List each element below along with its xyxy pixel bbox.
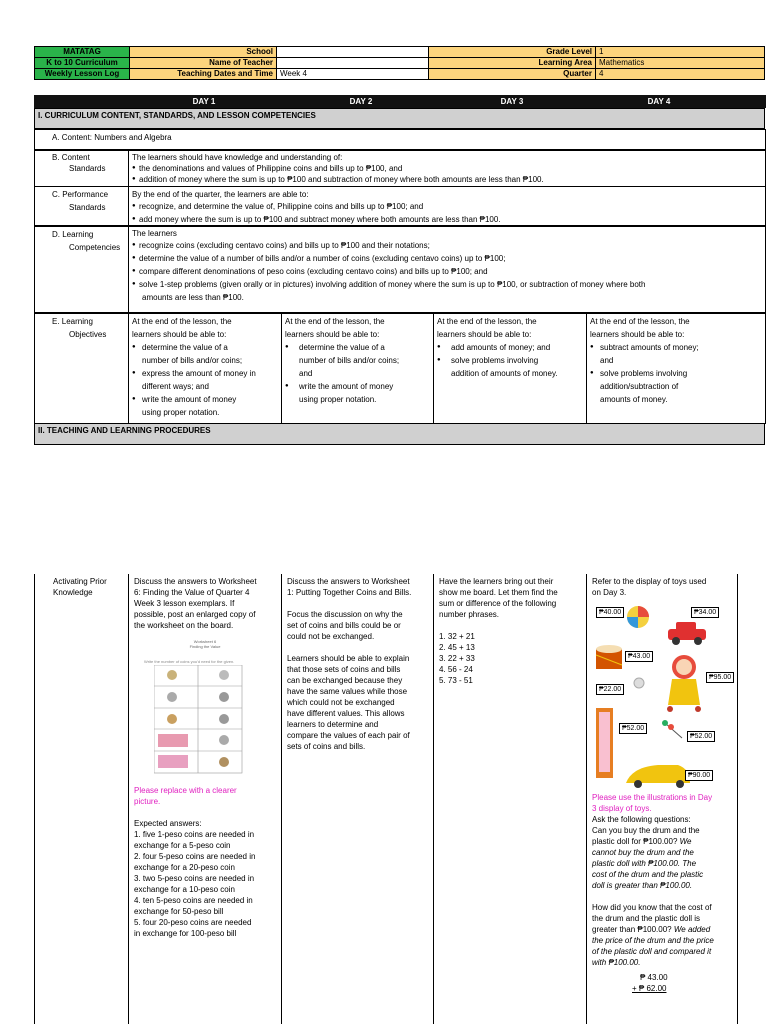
performance-standards-text: By the end of the quarter, the learners are able to: ● recognize, and determine the value of, Philippine coins and bills up to ₱100; and ● add money where the sum is up to ₱100 and subtract money where both amounts are less than ₱100. — [128, 186, 766, 226]
small-toy-icon — [634, 678, 644, 688]
activating-day2: Discuss the answers to Worksheet 1: Putting Together Coins and Bills. Focus the discussion on why the set of coins and bills could be or could not be exchanged. Learners should be able to explain that those sets of coins and bills can be exchanged because they have the same values while those which could not be exchanged have different values. This allows learners to determine and compare the values of each pair of sets of coins and bills. — [281, 574, 434, 1024]
objectives-label: E. Learning Objectives — [34, 313, 129, 424]
quarter-label: Quarter — [429, 69, 596, 80]
day-header-row — [34, 95, 766, 108]
toys-display — [592, 605, 732, 792]
toys-illustration — [592, 605, 734, 792]
competencies-text: The learners ● recognize coins (excluding centavo coins) and bills up to ₱100 and their notations; ● determine the value of a number of bills and/or a number of coins (excluding centavo coins) up to ₱100; ● compare different denominations of peso coins (excluding centavo coins) and bills up to ₱100; and ● solve 1-step problems (given orally or in pictures) involving addition of money where the sum is up to ₱100, or subtraction of money where both amounts are less than ₱100. — [128, 226, 766, 313]
price-tag-ball: ₱40.00 — [596, 607, 624, 618]
drum-icon — [596, 645, 622, 669]
pinwheel-icon — [662, 720, 682, 738]
school-value — [277, 47, 429, 58]
competencies-label: D. Learning Competencies — [34, 226, 129, 313]
day2-header: DAY 2 — [349, 97, 373, 106]
price-tag-doll: ₱95.00 — [706, 672, 734, 683]
performance-standards-label: C. Performance Standards — [34, 186, 129, 226]
day3-header: DAY 3 — [500, 97, 524, 106]
activating-day1: Discuss the answers to Worksheet 6: Finding the Value of Quarter 4 Week 3 lesson exemplars. If possible, post an enlarged copy of the worksheet on the board. Worksheet 6 Finding the Value Write the number of coins you'd need for the given. Please replace with a clearer picture. Expected answers: 1. five 1-peso coins are needed in exchange for a 5-peso coin 2. four 5-peso coins are needed in exchange for a 20-peso coin 3. two 5-peso coins are needed in exchange for a 10-peso coin 4. ten 5-peso coins are needed in exchange for 50-peso bill 5. four 20-peso coins are needed in exchange for 100-peso bill — [128, 574, 281, 1024]
dates-label: Teaching Dates and Time — [130, 69, 277, 80]
header-lesson-log: Weekly Lesson Log — [35, 69, 130, 80]
toy-car-icon — [668, 622, 706, 645]
objectives-day1: At the end of the lesson, the learners should be able to: ● determine the value of a number of bills and/or coins; ● express the amount of money in different ways; and ● write the amount of money using proper notation. — [128, 313, 282, 424]
objectives-day2: At the end of the lesson, the learners should be able to: ● determine the value of a number of bills and/or coins; and ● write the amount of money using proper notation. — [281, 313, 434, 424]
area-label: Learning Area — [429, 58, 596, 69]
objectives-day3: At the end of the lesson, the learners should be able to: ● add amounts of money; and ● solve problems involving addition of amounts of money. — [433, 313, 587, 424]
sports-car-icon — [626, 765, 690, 788]
teacher-value — [277, 58, 429, 69]
area-value: Mathematics — [596, 58, 765, 69]
school-label: School — [130, 47, 277, 58]
section2-title: II. TEACHING AND LEARNING PROCEDURES — [34, 423, 765, 445]
price-tag-drum: ₱43.00 — [625, 651, 653, 662]
activating-label: Activating Prior Knowledge — [34, 574, 128, 1024]
header-curriculum: K to 10 Curriculum — [35, 58, 130, 69]
day4-header: DAY 4 — [647, 97, 671, 106]
day1-header: DAY 1 — [192, 97, 216, 106]
worksheet-thumbnail: Worksheet 6 Finding the Value Write the number of coins you'd need for the given. — [134, 637, 276, 785]
price-tag-pinwheel: ₱52.00 — [687, 731, 715, 742]
price-tag-car: ₱34.00 — [691, 607, 719, 618]
content-standards-text: The learners should have knowledge and understanding of: ● the denominations and values of Philippine coins and bills up to ₱100, and ● addition of money where the sum is up to ₱100 and subtraction of money where both amounts are less than ₱100. — [128, 150, 766, 187]
dates-value: Week 4 — [277, 69, 429, 80]
activating-day4: Refer to the display of toys used on Day 3. ₱40.00 ₱34.00 ₱43.00 ₱95.00 ₱22.00 ₱52.00 ₱52.00 ₱90.00 Please use the illustrations in Day 3 display of toys. Ask the following questions: Can you buy the drum and the plastic doll for ₱100.00? We cannot buy the drum and the plastic doll with ₱100.00. The cost of the drum and the plastic doll is greater than ₱100.00. How did you know that the cost of the drum and the plastic doll is greater than ₱100.00? We added the price of the drum and the price of the plastic doll and compared it with ₱100.00. ₱ 43.00 + ₱ 62.00 — [586, 574, 738, 1024]
quarter-value: 4 — [596, 69, 765, 80]
price-tag-sports-car: ₱90.00 — [685, 770, 713, 781]
activating-day3: Have the learners bring out their show me board. Let them find the sum or difference of the following number phrases. 1. 32 + 21 2. 45 + 13 3. 22 + 33 4. 56 - 24 5. 73 - 51 — [433, 574, 586, 1024]
content-standards-label: B. Content Standards — [34, 150, 129, 187]
grade-value: 1 — [596, 47, 765, 58]
price-tag-small-toy: ₱22.00 — [596, 684, 624, 695]
content-row: A. Content: Numbers and Algebra — [34, 129, 766, 150]
header-matatag: MATATAG — [35, 47, 130, 58]
plastic-doll-box-icon — [596, 708, 613, 778]
teacher-label: Name of Teacher — [130, 58, 277, 69]
ball-icon — [627, 606, 649, 628]
doll-icon — [667, 655, 701, 712]
objectives-day4: At the end of the lesson, the learners should be able to: ● subtract amounts of money; and ● solve problems involving addition/subtraction of amounts of money. — [586, 313, 766, 424]
grade-label: Grade Level — [429, 47, 596, 58]
section1-title: I. CURRICULUM CONTENT, STANDARDS, AND LESSON COMPETENCIES — [34, 108, 765, 129]
header-table — [34, 46, 765, 80]
price-tag-plastic-doll: ₱52.00 — [619, 723, 647, 734]
worksheet-grid — [154, 665, 244, 775]
